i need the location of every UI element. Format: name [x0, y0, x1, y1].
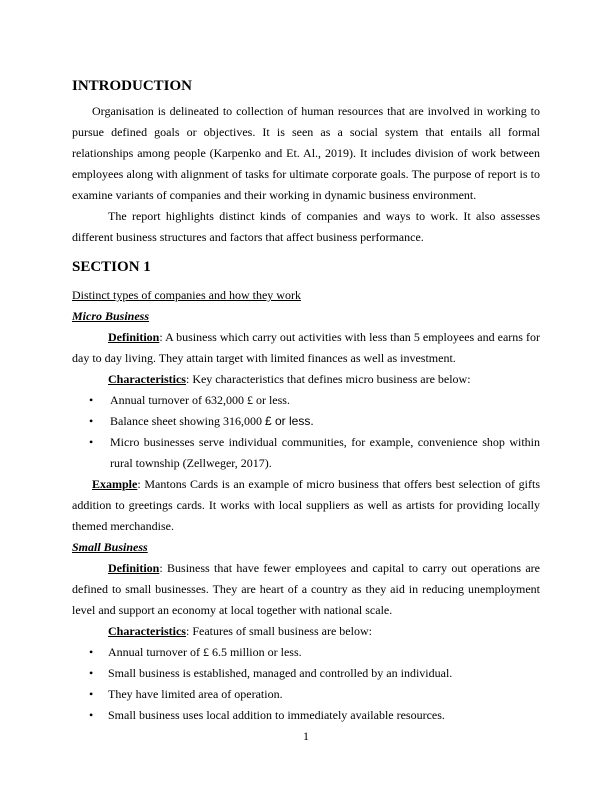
introduction-heading: INTRODUCTION: [72, 78, 193, 94]
micro-bullet-1: Annual turnover of 632,000 £ or less.: [110, 393, 290, 407]
document-page: [72, 76, 540, 726]
bullet-icon: •: [89, 687, 94, 701]
micro-characteristics-label: Characteristics: [108, 372, 186, 386]
micro-characteristics-text: : Key characteristics that defines micro business are below:: [185, 372, 471, 386]
small-bullet-4: Small business uses local addition to immediately available resources.: [108, 708, 445, 722]
small-definition-paragraph: [72, 558, 540, 621]
section-1-subheading: Distinct types of companies and how they work: [72, 288, 301, 302]
micro-example-paragraph: [72, 474, 540, 537]
small-bullet-1: Annual turnover of £ 6.5 million or less.: [108, 645, 302, 659]
micro-definition-text: : A business which carry out activities with less than 5 employees and earns for day to day living. They attain target with limited finances as well as investment.: [72, 330, 540, 365]
micro-bullet-2: Balance sheet showing 316,000: [110, 414, 265, 428]
micro-definition-label: Definition: [108, 330, 160, 344]
introduction-paragraph-2: The report highlights distinct kinds of companies and ways to work. It also assesses different business structures and factors that affect business performance.: [72, 209, 540, 244]
micro-bullet-3: Micro businesses serve individual communities, for example, convenience shop within rural township (Zellweger, 2017).: [110, 435, 540, 470]
bullet-icon: •: [89, 645, 94, 659]
bullet-icon: •: [89, 708, 94, 722]
small-bullet-3: They have limited area of operation.: [108, 687, 283, 701]
bullet-icon: •: [89, 414, 94, 428]
introduction-paragraph-1: Organisation is delineated to collection of human resources that are involved in working to pursue defined goals or objectives. It is seen as a social system that entails all formal relationships among people (Karpenko and Et. Al., 2019). It includes division of work between employees along with alignment of tasks for ultimate corporate goals. The purpose of report is to examine variants of companies and their working in dynamic business environment.: [72, 104, 540, 202]
bullet-icon: •: [89, 666, 94, 680]
micro-characteristics-list: [72, 390, 540, 474]
list-item: [72, 411, 540, 432]
micro-example-label: Example: [92, 477, 138, 491]
small-characteristics-paragraph: [72, 621, 540, 642]
small-bullet-2: Small business is established, managed and controlled by an individual.: [108, 666, 453, 680]
page-number: 1: [303, 729, 309, 743]
list-item: [72, 663, 540, 684]
section-1-heading: SECTION 1: [72, 259, 151, 275]
small-characteristics-text: : Features of small business are below:: [185, 624, 372, 638]
micro-example-text: : Mantons Cards is an example of micro business that offers best selection of gifts addition to greetings cards. It works with local suppliers as well as artists for providing locally themed merchandise.: [72, 477, 540, 533]
list-item: [72, 390, 540, 411]
bullet-icon: •: [89, 393, 94, 407]
small-characteristics-label: Characteristics: [108, 624, 186, 638]
list-item: [72, 432, 540, 474]
list-item: [72, 705, 540, 726]
micro-definition-paragraph: [72, 327, 540, 369]
micro-characteristics-paragraph: [72, 369, 540, 390]
small-business-title: Small Business: [72, 540, 148, 554]
small-definition-label: Definition: [108, 561, 160, 575]
list-item: [72, 642, 540, 663]
micro-bullet-2-tail: £ or less.: [264, 414, 314, 428]
list-item: [72, 684, 540, 705]
micro-business-title: Micro Business: [72, 309, 150, 323]
small-characteristics-list: [72, 642, 540, 726]
bullet-icon: •: [89, 435, 94, 449]
small-definition-text: : Business that have fewer employees and capital to carry out operations are defined to small businesses. They are heart of a country as they aid in reducing unemployment level and support an economy at local together with national scale.: [72, 561, 540, 617]
